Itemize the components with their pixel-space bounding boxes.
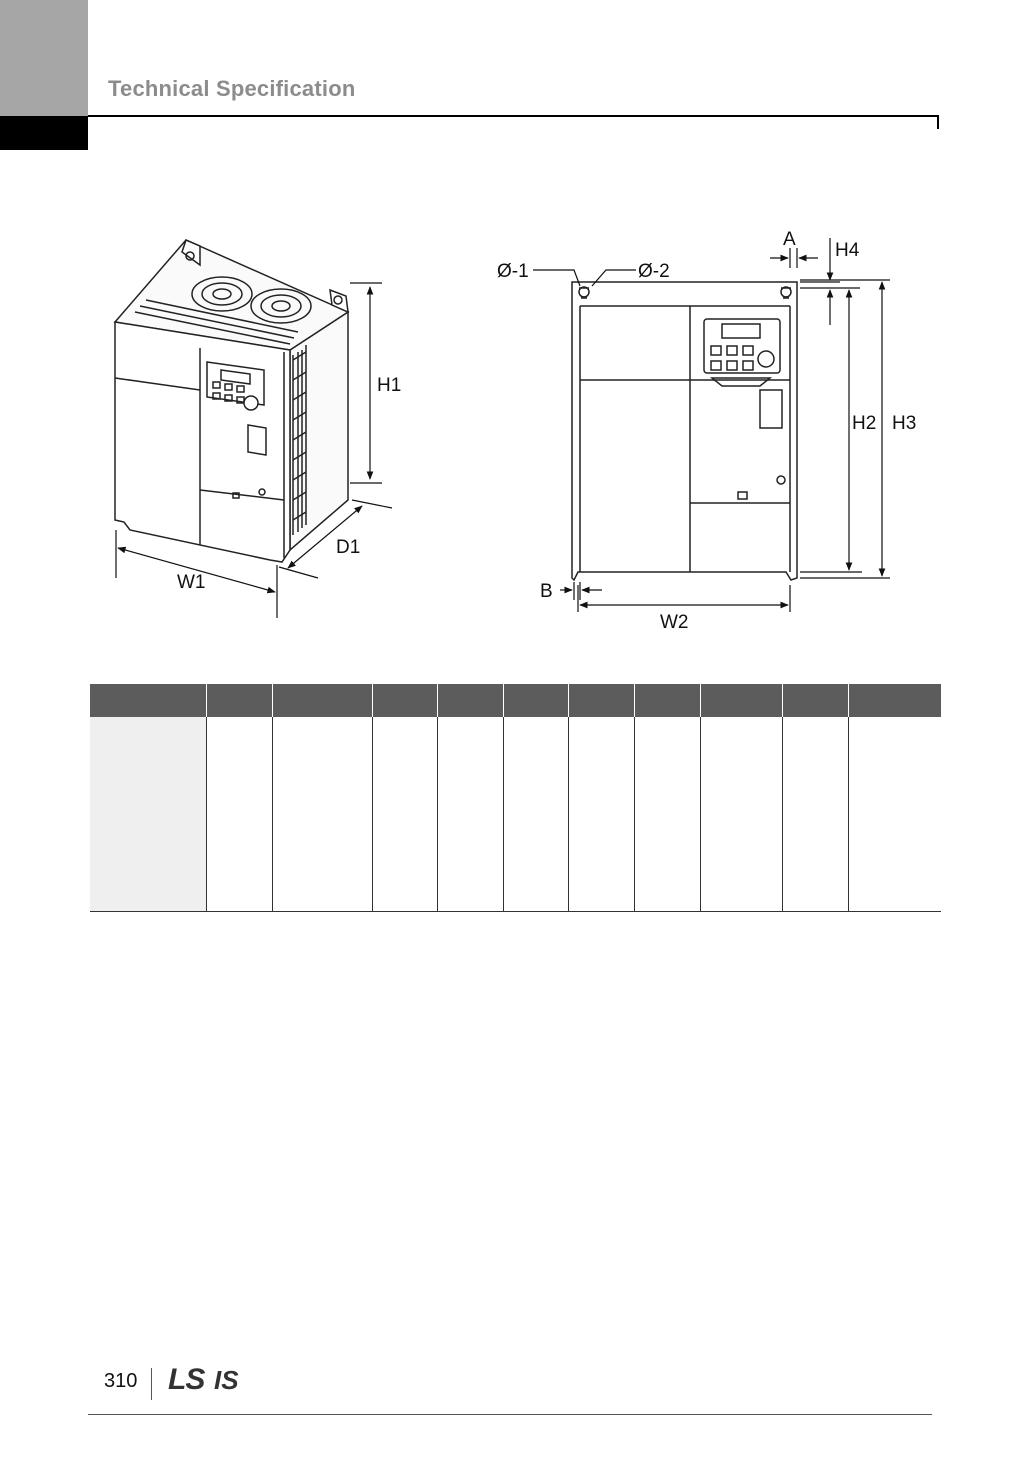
label-b: B [540,581,553,602]
table-header-cell [503,684,568,717]
table-header-cell [700,684,782,717]
dimension-drawing [0,0,1032,670]
table-header-cell [90,684,206,717]
svg-text:IS: IS [214,1365,239,1395]
table-header-cell [437,684,503,717]
table-cell [372,717,437,912]
footer-separator [151,1368,152,1400]
page-title: Technical Specification [108,76,356,101]
table-row [90,717,941,912]
label-d1: D1 [336,537,361,558]
table-cell [272,717,372,912]
label-w1: W1 [177,572,206,593]
table-header-cell [372,684,437,717]
label-h1: H1 [377,375,402,396]
table-header-cell [634,684,700,717]
label-h2: H2 [852,413,877,434]
table-cell [206,717,272,912]
svg-text:LS: LS [168,1363,205,1396]
table-header-cell [568,684,634,717]
table-cell [848,717,941,912]
footer-rule [88,1414,932,1415]
table-cell [568,717,634,912]
table-cell [700,717,782,912]
label-h3: H3 [892,413,917,434]
inverter-perspective-view [115,240,348,562]
page-number: 310 [104,1370,138,1392]
lsis-logo [168,1362,258,1396]
table-header-cell [272,684,372,717]
table-header-cell [848,684,941,717]
table-cell [437,717,503,912]
table-header-cell [782,684,848,717]
label-hole-2: Ø-2 [638,261,670,282]
table-cell [503,717,568,912]
table-cell [782,717,848,912]
table-cell-model [90,717,206,912]
label-w2: W2 [660,612,689,633]
table-header-cell [206,684,272,717]
label-h4: H4 [835,240,860,261]
table-cell [634,717,700,912]
table-header-row [90,684,941,717]
inverter-front-view [572,282,797,580]
label-hole-1: Ø-1 [497,261,529,282]
dimension-table [90,684,941,912]
label-a: A [783,229,796,250]
